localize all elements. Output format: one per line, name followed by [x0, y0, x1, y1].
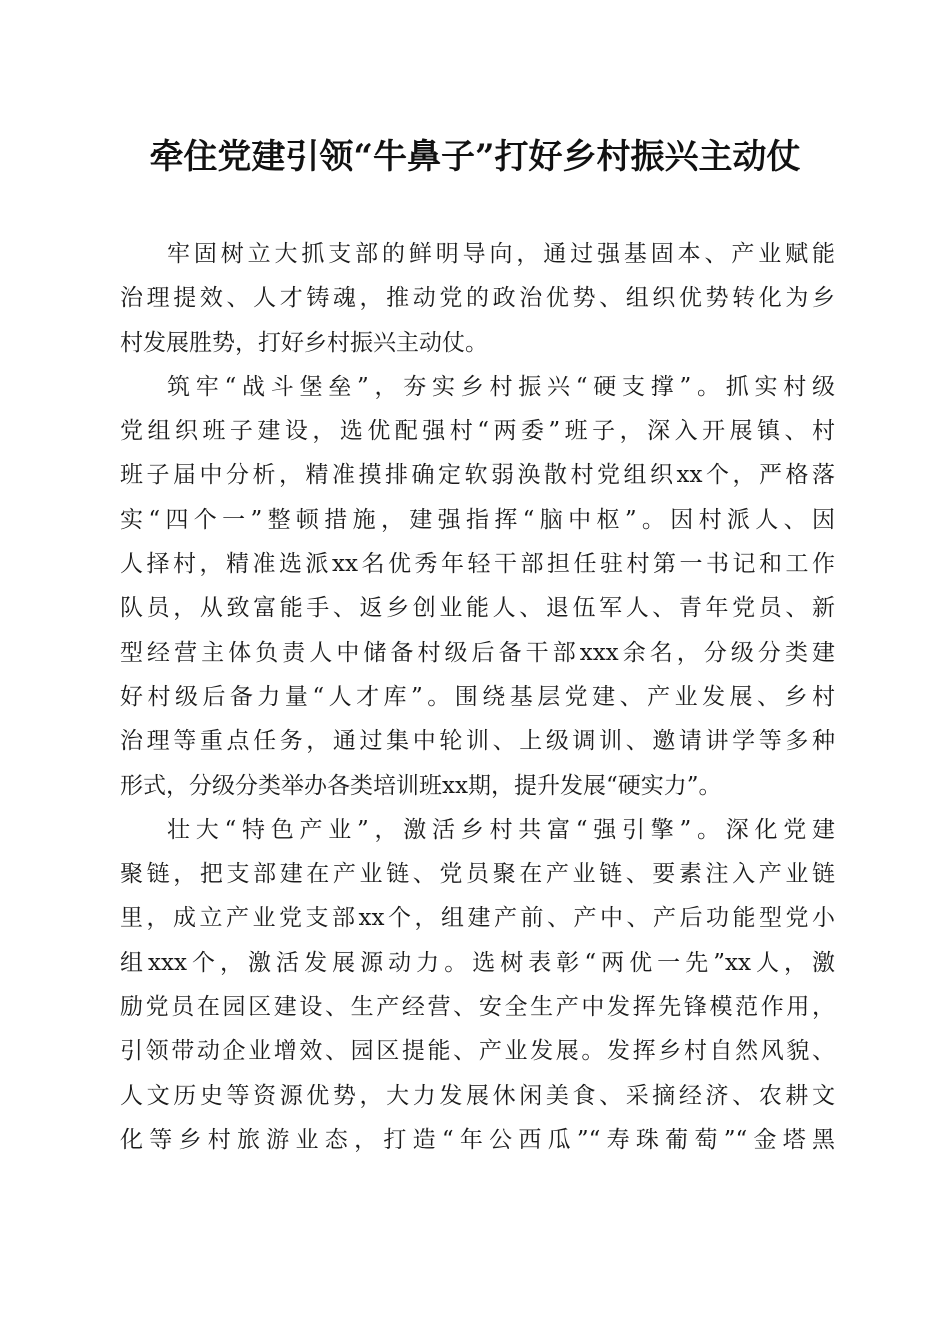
text-line: 形式，分级分类举办各类培训班xx期，提升发展“硬实力”。	[120, 772, 722, 799]
text-line: 筑牢“战斗堡垒”，夯实乡村振兴“硬支撑”。抓实村级	[167, 373, 835, 400]
text-line: 队员，从致富能手、返乡创业能人、退伍军人、青年党员、新	[120, 595, 835, 622]
text-line: 治理提效、人才铸魂，推动党的政治优势、组织优势转化为乡	[120, 285, 835, 312]
text-line: 好村级后备力量“人才库”。围绕基层党建、产业发展、乡村	[120, 683, 835, 710]
text-line: 班子届中分析，精准摸排确定软弱涣散村党组织xx个，严格落	[120, 462, 835, 489]
text-line: 组xxx个，激活发展源动力。选树表彰“两优一先”xx人，激	[120, 949, 835, 976]
text-line: 型经营主体负责人中储备村级后备干部xxx余名，分级分类建	[120, 639, 835, 666]
text-line: 治理等重点任务，通过集中轮训、上级调训、邀请讲学等多种	[120, 728, 835, 755]
text-line: 牢固树立大抓支部的鲜明导向，通过强基固本、产业赋能	[167, 241, 835, 267]
text-line: 引领带动企业增效、园区提能、产业发展。发挥乡村自然风貌、	[120, 1038, 835, 1065]
text-line: 聚链，把支部建在产业链、党员聚在产业链、要素注入产业链	[120, 861, 835, 888]
text-line: 人择村，精准选派xx名优秀年轻干部担任驻村第一书记和工作	[120, 551, 835, 578]
document-body	[120, 232, 835, 1162]
text-line: 实“四个一”整顿措施，建强指挥“脑中枢”。因村派人、因	[120, 506, 835, 533]
text-line: 人文历史等资源优势，大力发展休闲美食、采摘经济、农耕文	[120, 1082, 835, 1109]
text-line: 化等乡村旅游业态，打造“年公西瓜”“寿珠葡萄”“金塔黑	[120, 1126, 835, 1153]
text-line: 壮大“特色产业”，激活乡村共富“强引擎”。深化党建	[167, 816, 835, 843]
text-line: 里，成立产业党支部xx个，组建产前、产中、产后功能型党小	[120, 905, 835, 932]
document-title: 牵住党建引领“牛鼻子”打好乡村振兴主动仗	[149, 137, 801, 177]
text-line: 励党员在园区建设、生产经营、安全生产中发挥先锋模范作用，	[120, 994, 835, 1021]
text-line: 村发展胜势，打好乡村振兴主动仗。	[120, 329, 488, 356]
text-line: 党组织班子建设，选优配强村“两委”班子，深入开展镇、村	[120, 418, 835, 445]
